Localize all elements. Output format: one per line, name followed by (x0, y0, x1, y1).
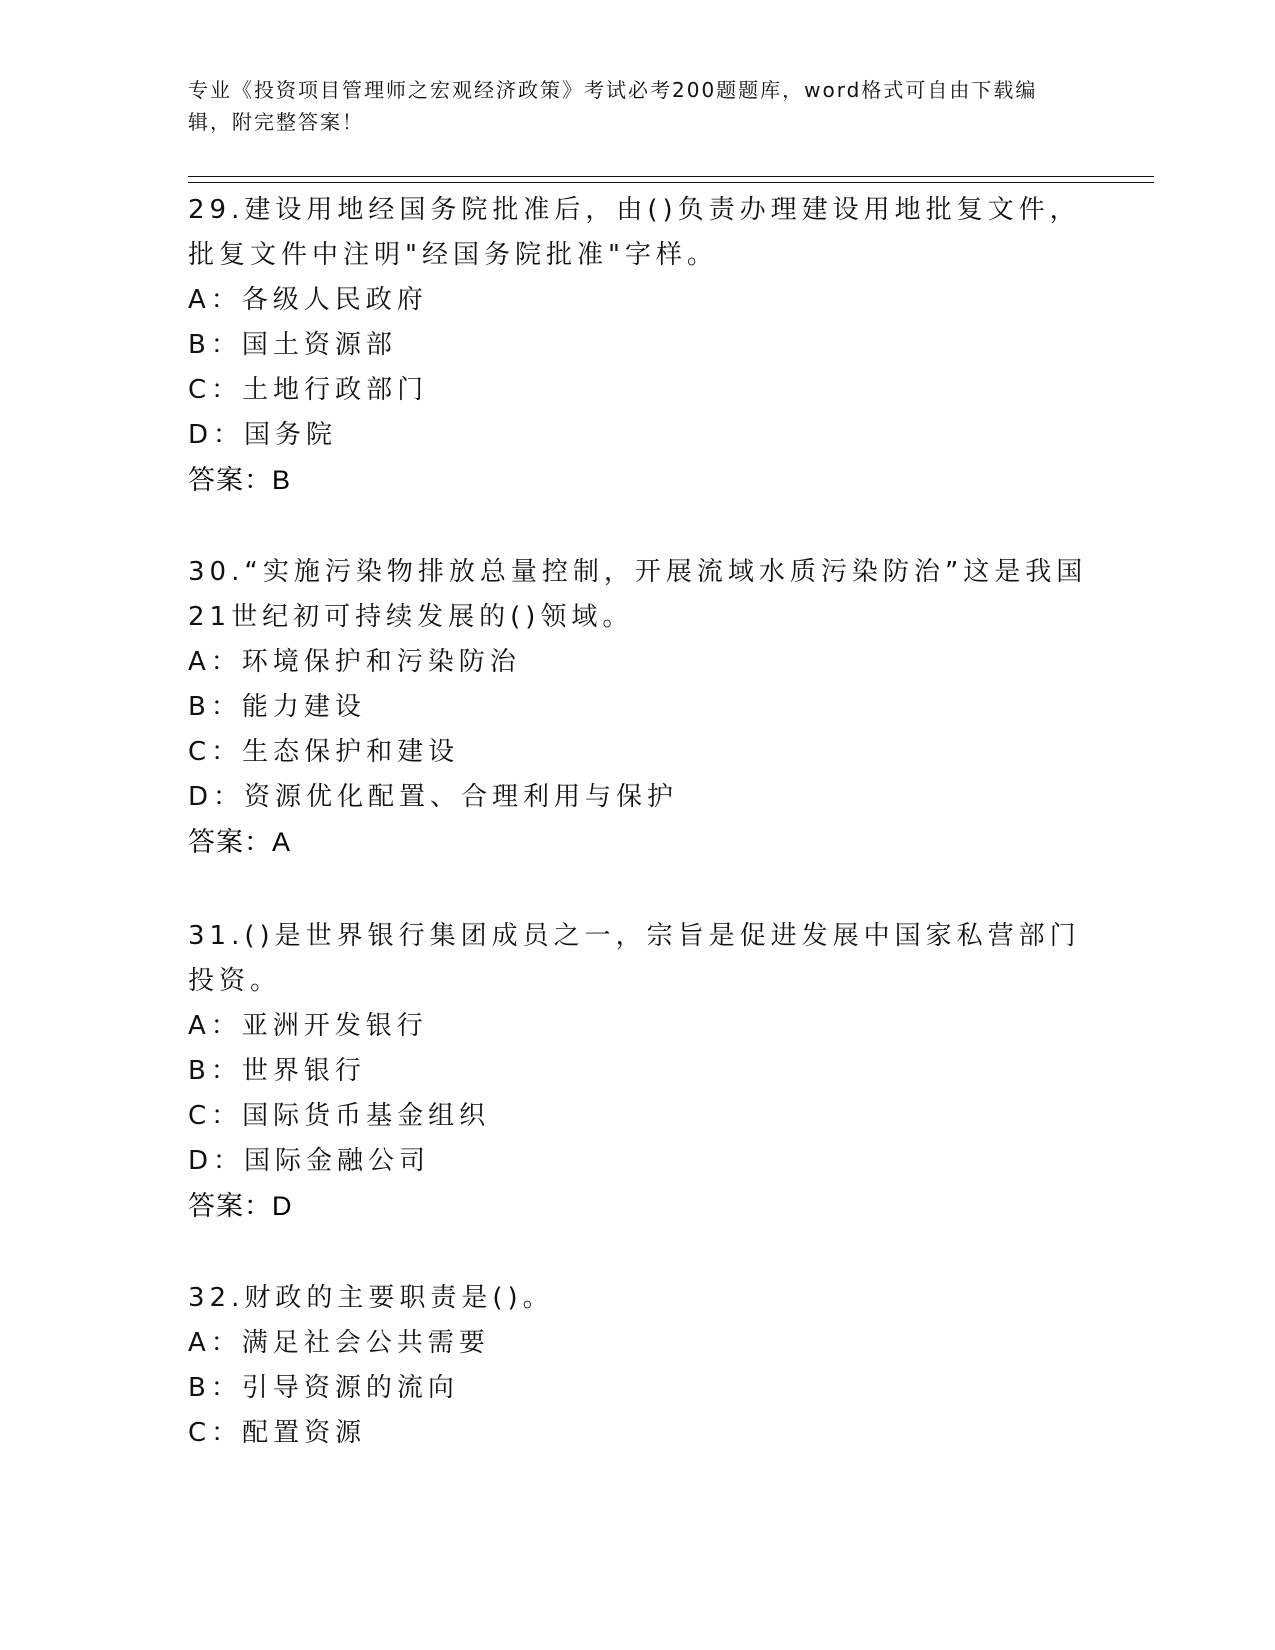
option-c: C：生态保护和建设 (188, 737, 460, 767)
header-divider-bottom (188, 182, 1154, 183)
question-stem: 29.建设用地经国务院批准后，由()负责办理建设用地批复文件，批复文件中注明"经国务院批准"字样。 (188, 195, 1081, 270)
header-divider-top (188, 176, 1154, 177)
option-d: D：资源优化配置、合理利用与保护 (188, 782, 679, 812)
option-a: A：亚洲开发银行 (188, 1011, 428, 1041)
question-stem: 31.()是世界银行集团成员之一，宗旨是促进发展中国家私营部门投资。 (188, 921, 1081, 996)
option-c: C：土地行政部门 (188, 375, 429, 405)
answer: 答案：A (188, 827, 292, 857)
question-32 (188, 1276, 1088, 1456)
option-b: B：能力建设 (188, 692, 366, 722)
option-a: A：满足社会公共需要 (188, 1328, 490, 1358)
document-header: 专业《投资项目管理师之宏观经济政策》考试必考200题题库，word格式可自由下载编辑，附完整答案！ (188, 78, 1038, 134)
option-b: B：国土资源部 (188, 330, 397, 360)
option-b: B：引导资源的流向 (188, 1373, 459, 1403)
answer: 答案：D (188, 1191, 293, 1221)
question-stem: 30.“实施污染物排放总量控制，开展流域水质污染防治”这是我国21世纪初可持续发展的()领域。 (188, 557, 1088, 632)
question-stem: 32.财政的主要职责是()。 (188, 1283, 554, 1313)
option-d: D：国务院 (188, 420, 338, 450)
option-c: C：国际货币基金组织 (188, 1101, 491, 1131)
option-a: A：环境保护和污染防治 (188, 647, 521, 677)
option-d: D：国际金融公司 (188, 1146, 431, 1176)
question-31 (188, 914, 1088, 1229)
option-b: B：世界银行 (188, 1056, 366, 1086)
option-c: C：配置资源 (188, 1418, 367, 1448)
option-a: A：各级人民政府 (188, 285, 428, 315)
question-30 (188, 550, 1088, 865)
answer: 答案：B (188, 465, 292, 495)
question-29 (188, 188, 1088, 503)
